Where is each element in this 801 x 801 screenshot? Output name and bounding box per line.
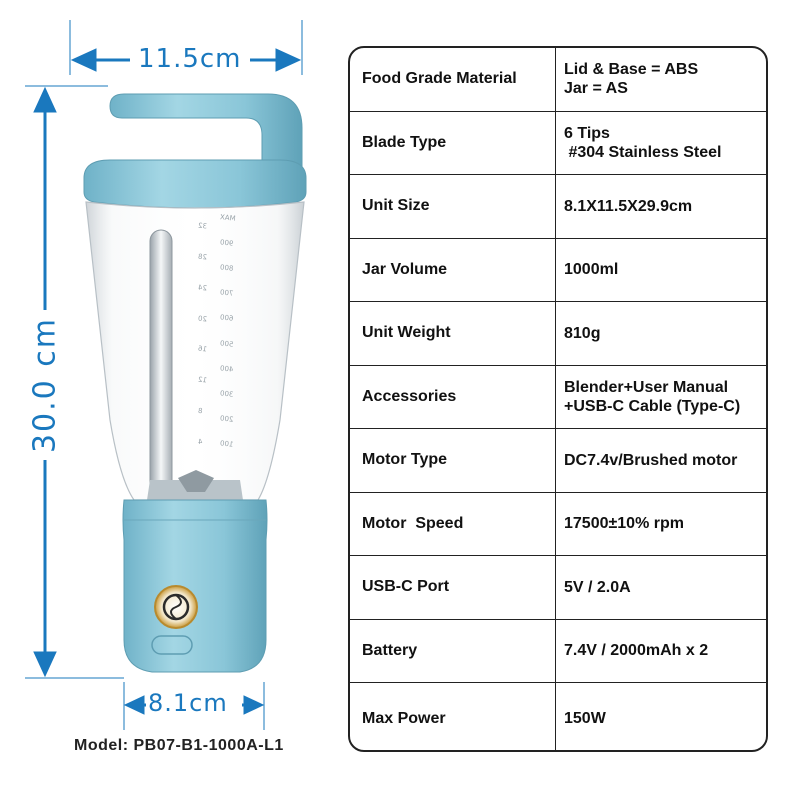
- spec-label: Max Power: [350, 683, 556, 752]
- jar-ml-mark: 300: [219, 389, 234, 399]
- jar-ml-mark: 600: [219, 313, 234, 324]
- spec-label: Accessories: [350, 366, 556, 429]
- jar-oz-mark: 8: [197, 406, 203, 416]
- spec-value: 17500±10% rpm: [564, 515, 684, 533]
- jar-ml-mark: MAX: [219, 213, 237, 223]
- jar-ml-mark: 200: [219, 414, 234, 424]
- spec-label: Jar Volume: [350, 239, 556, 302]
- spec-row: [350, 366, 766, 430]
- spec-row: [350, 112, 766, 176]
- jar: [86, 202, 304, 500]
- depth-label: 8.1cm: [148, 689, 228, 717]
- spec-value: 5V / 2.0A: [564, 578, 631, 596]
- blade-shaft: [150, 230, 172, 500]
- spec-value: 8.1X11.5X29.9cm: [564, 197, 693, 215]
- spec-row: [350, 175, 766, 239]
- spec-value: 7.4V / 2000mAh x 2: [564, 642, 709, 660]
- jar-ml-mark: 100: [219, 439, 234, 449]
- jar-oz-mark: 24: [197, 283, 208, 293]
- spec-label: Motor Type: [350, 429, 556, 492]
- spec-value: 810g: [564, 324, 601, 342]
- spec-row: [350, 48, 766, 112]
- spec-value: 6 Tips #304 Stainless Steel: [564, 124, 722, 161]
- spec-row: [350, 493, 766, 557]
- spec-value: Lid & Base = ABS Jar = AS: [564, 61, 699, 98]
- spec-value: DC7.4v/Brushed motor: [564, 451, 738, 469]
- width-label: 11.5cm: [138, 44, 242, 74]
- lid: [84, 160, 306, 208]
- spec-label: Unit Size: [350, 175, 556, 238]
- jar-oz-mark: 16: [197, 344, 208, 354]
- jar-oz-mark: 32: [197, 221, 208, 231]
- spec-table: [348, 46, 768, 752]
- spec-value: 150W: [564, 710, 606, 727]
- spec-label: Battery: [350, 620, 556, 683]
- jar-oz-mark: 20: [197, 314, 208, 324]
- jar-ml-mark: 700: [219, 288, 234, 299]
- spec-label: Unit Weight: [350, 302, 556, 365]
- jar-oz-mark: 12: [197, 375, 208, 385]
- jar-ml-mark: 900: [219, 238, 234, 248]
- jar-ml-mark: 500: [219, 338, 234, 349]
- model-label: Model: PB07-B1-1000A-L1: [74, 737, 284, 754]
- motor-base: [123, 500, 267, 672]
- handle: [110, 94, 302, 170]
- jar-oz-mark: 4: [197, 437, 203, 447]
- spec-row: [350, 429, 766, 493]
- spec-row: [350, 556, 766, 620]
- spec-label: Food Grade Material: [350, 48, 556, 111]
- spec-label: Blade Type: [350, 112, 556, 175]
- spec-row: [350, 620, 766, 684]
- jar-ml-mark: 400: [219, 363, 234, 374]
- height-label: 30.0 cm: [27, 316, 63, 454]
- spec-value: Blender+User Manual +USB-C Cable (Type-C): [564, 378, 741, 415]
- spec-row: [350, 302, 766, 366]
- spec-label: USB-C Port: [350, 556, 556, 619]
- jar-ml-mark: 800: [219, 263, 234, 273]
- spec-value: 1000ml: [564, 261, 619, 279]
- spec-row: [350, 683, 766, 752]
- jar-oz-mark: 28: [197, 252, 208, 262]
- spec-row: [350, 239, 766, 303]
- spec-label: Motor Speed: [350, 493, 556, 556]
